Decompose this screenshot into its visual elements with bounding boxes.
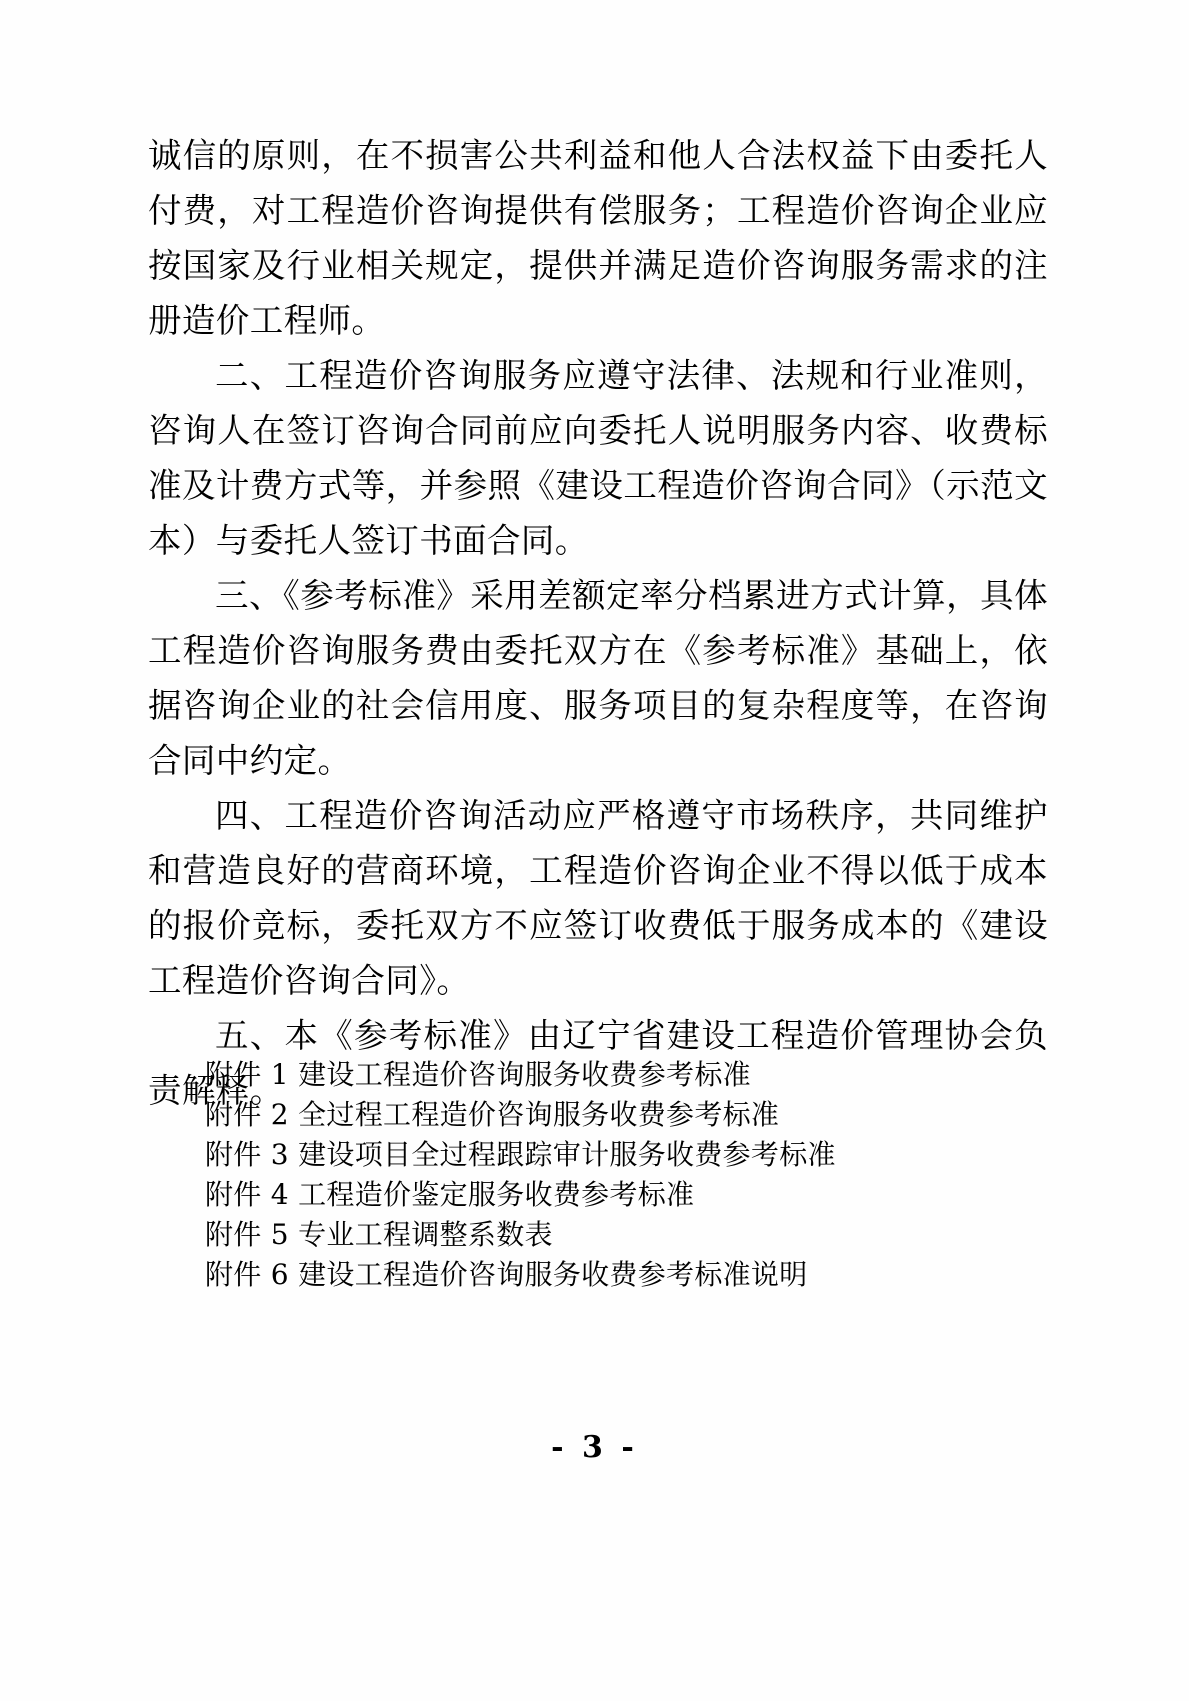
attachment-item: 附件 6 建设工程造价咨询服务收费参考标准说明 <box>205 1258 808 1291</box>
page-number: - 3 - <box>551 1430 638 1465</box>
paragraph-item-5: 五、本《参考标准》由辽宁省建设工程造价管理协会负责解释。 <box>148 1016 1048 1110</box>
attachment-item: 附件 2 全过程工程造价咨询服务收费参考标准 <box>205 1098 780 1131</box>
attachment-list <box>205 1055 1025 1295</box>
attachment-item: 附件 1 建设工程造价咨询服务收费参考标准 <box>205 1058 751 1091</box>
attachment-item: 附件 5 专业工程调整系数表 <box>205 1218 553 1251</box>
attachment-item: 附件 3 建设项目全过程跟踪审计服务收费参考标准 <box>205 1138 836 1171</box>
paragraph-continued: 诚信的原则，在不损害公共利益和他人合法权益下由委托人付费，对工程造价咨询提供有偿服务；工程造价咨询企业应按国家及行业相关规定，提供并满足造价咨询服务需求的注册造价工程师。 <box>148 136 1048 340</box>
document-body <box>148 128 1048 1118</box>
paragraph-item-4: 四、工程造价咨询活动应严格遵守市场秩序，共同维护和营造良好的营商环境，工程造价咨询企业不得以低于成本的报价竞标，委托双方不应签订收费低于服务成本的《建设工程造价咨询合同》。 <box>148 796 1048 1000</box>
paragraph-item-2: 二、工程造价咨询服务应遵守法律、法规和行业准则，咨询人在签订咨询合同前应向委托人说明服务内容、收费标准及计费方式等，并参照《建设工程造价咨询合同》（示范文本）与委托人签订书面合同。 <box>148 356 1048 560</box>
attachment-item: 附件 4 工程造价鉴定服务收费参考标准 <box>205 1178 695 1211</box>
paragraph-item-3: 三、《参考标准》采用差额定率分档累进方式计算，具体工程造价咨询服务费由委托双方在《参考标准》基础上，依据咨询企业的社会信用度、服务项目的复杂程度等，在咨询合同中约定。 <box>148 576 1048 780</box>
